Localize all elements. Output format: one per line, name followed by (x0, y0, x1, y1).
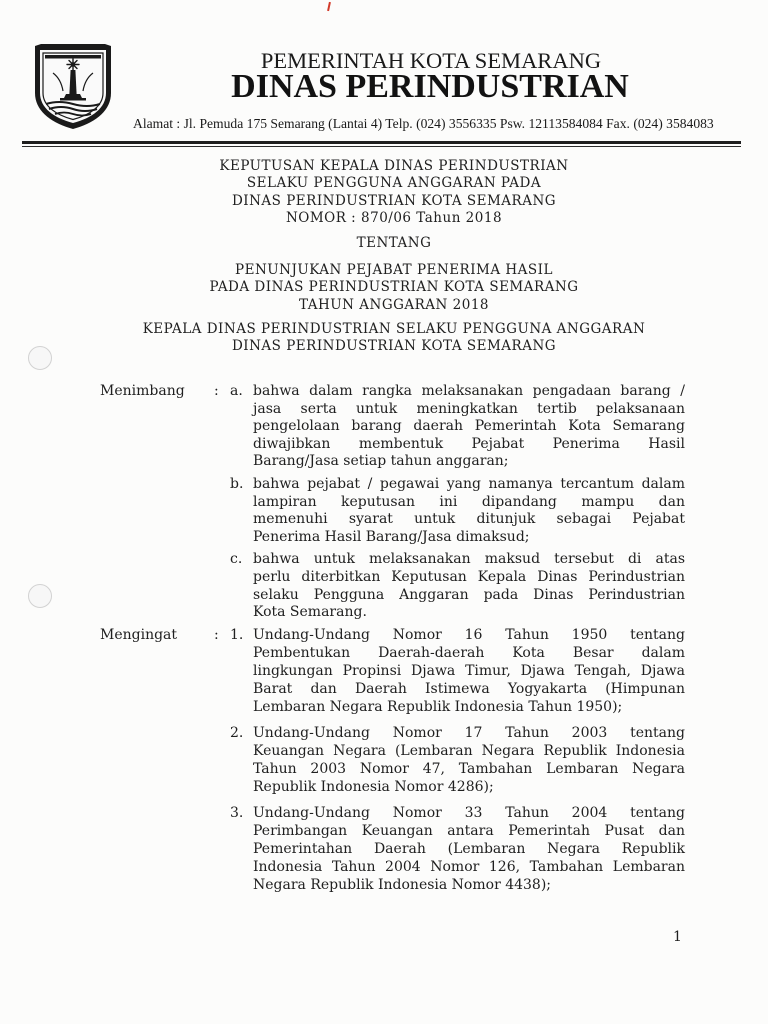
text-line: Republik Indonesia Nomor 4286); (253, 779, 494, 796)
consideration-item (100, 551, 685, 621)
item-marker: 3. (230, 804, 244, 821)
item-text (253, 724, 685, 796)
about-label: TENTANG (356, 235, 432, 252)
text-line: Tahun 2003 Nomor 47, Tambahan Lembaran Negara (253, 761, 685, 778)
text-line: selaku Pengguna Anggaran pada Dinas Perindustrian (253, 586, 685, 603)
agency-address: Alamat : Jl. Pemuda 175 Semarang (Lantai 4) Telp. (024) 3556335 Psw. 12113584084 Fax. (024) 3584083 (133, 116, 714, 131)
official-line: DINAS PERINDUSTRIAN KOTA SEMARANG (231, 338, 557, 355)
coat-of-arms-icon (33, 43, 113, 130)
text-line: jasa serta untuk meningkatkan tertib pelaksanaan (253, 400, 685, 417)
recalling-section (100, 626, 685, 902)
item-marker: 2. (230, 724, 244, 741)
item-text (253, 551, 685, 621)
item-text (253, 476, 685, 546)
item-text (253, 383, 685, 471)
text-line: Lembaran Negara Republik Indonesia Tahun 1950); (253, 699, 623, 716)
subject-line: PADA DINAS PERINDUSTRIAN KOTA SEMARANG (209, 279, 579, 296)
legal-basis-item (100, 626, 685, 716)
section-label: Mengingat (100, 627, 178, 643)
item-text (253, 626, 685, 716)
subject-line: TAHUN ANGGARAN 2018 (298, 296, 490, 313)
consideration-item (100, 476, 685, 546)
heading-line: SELAKU PENGGUNA ANGGARAN PADA (246, 175, 542, 192)
section-colon: : (214, 627, 219, 643)
text-line: Keuangan Negara (Lembaran Negara Republik Indonesia (253, 743, 685, 760)
text-line: lampiran keputusan ini dipandang mampu dan (253, 493, 685, 510)
agency-name: DINAS PERINDUSTRIAN (231, 68, 629, 105)
letterhead-rule (22, 141, 741, 144)
text-line: perlu diterbitkan Keputusan Kepala Dinas Perindustrian (253, 568, 685, 585)
text-line: bahwa untuk melaksanakan maksud tersebut di atas (253, 551, 685, 568)
item-marker: b. (230, 475, 244, 492)
letterhead-rule (22, 146, 741, 147)
section-label: Menimbang (100, 383, 185, 399)
text-line: Penerima Hasil Barang/Jasa dimaksud; (253, 528, 530, 545)
legal-basis-item (100, 804, 685, 894)
punch-hole (28, 346, 52, 370)
official-line: KEPALA DINAS PERINDUSTRIAN SELAKU PENGGUNA ANGGARAN (142, 321, 646, 338)
item-text (253, 804, 685, 894)
text-line: Undang-Undang Nomor 16 Tahun 1950 tentang (253, 627, 685, 643)
page-number: 1 (673, 929, 682, 945)
text-line: bahwa pejabat / pegawai yang namanya tercantum dalam (253, 475, 685, 492)
text-line: diwajibkan membentuk Pejabat Penerima Hasil (253, 435, 685, 452)
decree-heading (94, 158, 694, 356)
item-marker: a. (230, 383, 243, 399)
decree-number: NOMOR : 870/06 Tahun 2018 (285, 210, 503, 227)
text-line: Barang/Jasa setiap tahun anggaran; (253, 453, 509, 470)
text-line: Undang-Undang Nomor 33 Tahun 2004 tentang (253, 804, 685, 821)
text-line: Negara Republik Indonesia Nomor 4438); (253, 877, 552, 894)
text-line: pengelolaan barang daerah Pemerintah Kota Semarang (253, 418, 685, 435)
text-line: Barat dan Daerah Istimewa Yogyakarta (Himpunan (253, 681, 685, 698)
heading-line: DINAS PERINDUSTRIAN KOTA SEMARANG (231, 192, 557, 209)
heading-line: KEPUTUSAN KEPALA DINAS PERINDUSTRIAN (219, 158, 569, 174)
text-line: Pemerintahan Daerah (Lembaran Negara Republik (253, 841, 685, 858)
text-line: lingkungan Propinsi Djawa Timur, Djawa Tengah, Djawa (253, 663, 685, 680)
red-ink-mark (327, 2, 331, 11)
text-line: Pembentukan Daerah-daerah Kota Besar dalam (253, 645, 685, 662)
item-marker: c. (230, 551, 243, 568)
text-line: Kota Semarang. (253, 604, 367, 621)
government-name: PEMERINTAH KOTA SEMARANG (260, 48, 602, 73)
consideration-item (100, 383, 685, 471)
text-line: Perimbangan Keuangan antara Pemerintah Pusat dan (253, 822, 685, 839)
item-marker: 1. (230, 627, 244, 643)
subject-line: PENUNJUKAN PEJABAT PENERIMA HASIL (235, 262, 553, 279)
section-colon: : (214, 383, 219, 399)
text-line: Undang-Undang Nomor 17 Tahun 2003 tentang (253, 724, 685, 741)
considering-section (100, 383, 685, 627)
legal-basis-item (100, 724, 685, 796)
text-line: Indonesia Tahun 2004 Nomor 126, Tambahan Lembaran (253, 859, 685, 876)
text-line: memenuhi syarat untuk ditunjuk sebagai Pejabat (253, 511, 685, 528)
punch-hole (28, 584, 52, 608)
text-line: bahwa dalam rangka melaksanakan pengadaan barang / (253, 383, 685, 399)
